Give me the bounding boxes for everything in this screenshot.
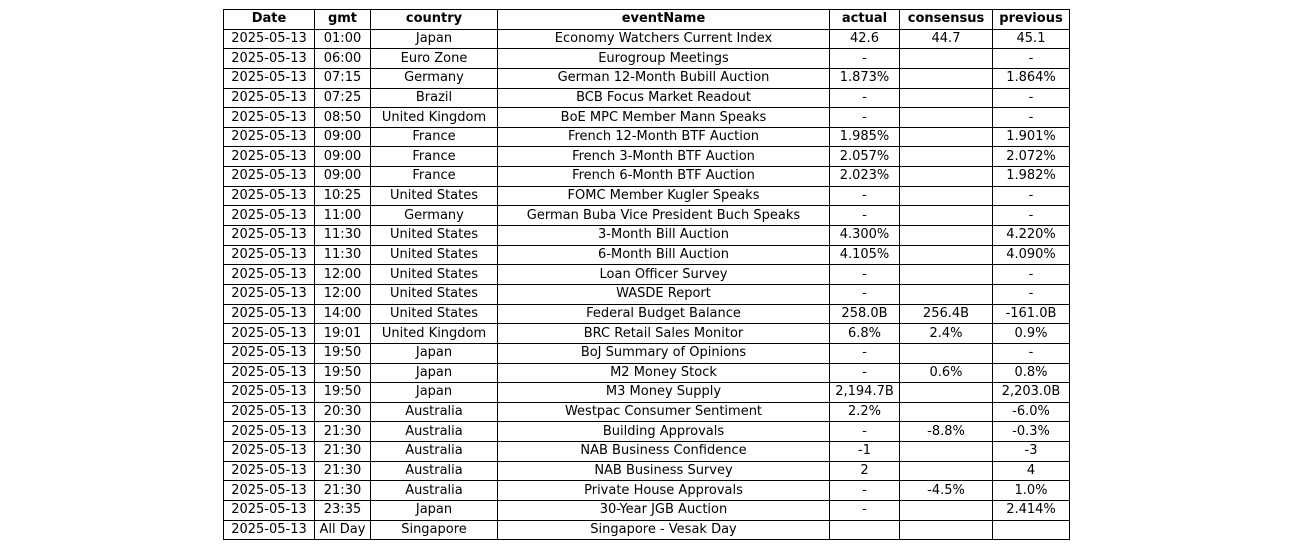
cell-gmt: 07:25 — [315, 88, 371, 108]
cell-previous: 1.0% — [993, 481, 1070, 501]
cell-date: 2025-05-13 — [224, 324, 315, 344]
cell-actual: - — [830, 284, 900, 304]
table-row — [224, 343, 1070, 363]
cell-consensus — [900, 68, 993, 88]
cell-gmt: 23:35 — [315, 501, 371, 521]
cell-previous: 1.864% — [993, 68, 1070, 88]
cell-actual: - — [830, 501, 900, 521]
cell-event-name: French 3-Month BTF Auction — [498, 147, 830, 167]
cell-gmt: 19:50 — [315, 383, 371, 403]
cell-date: 2025-05-13 — [224, 88, 315, 108]
column-header-consensus: consensus — [900, 10, 993, 30]
cell-country: United States — [371, 265, 498, 285]
cell-gmt: 21:30 — [315, 422, 371, 442]
cell-event-name: German 12-Month Bubill Auction — [498, 68, 830, 88]
table-row — [224, 245, 1070, 265]
cell-previous: 4 — [993, 461, 1070, 481]
cell-actual: 1.873% — [830, 68, 900, 88]
cell-consensus — [900, 461, 993, 481]
cell-previous: - — [993, 343, 1070, 363]
column-header-event-name: eventName — [498, 10, 830, 30]
cell-country: Germany — [371, 206, 498, 226]
cell-gmt: 21:30 — [315, 461, 371, 481]
cell-date: 2025-05-13 — [224, 343, 315, 363]
cell-consensus — [900, 147, 993, 167]
cell-event-name: Federal Budget Balance — [498, 304, 830, 324]
cell-event-name: BCB Focus Market Readout — [498, 88, 830, 108]
table-row — [224, 442, 1070, 462]
cell-actual: - — [830, 363, 900, 383]
table-row — [224, 68, 1070, 88]
table-row — [224, 226, 1070, 246]
cell-previous: - — [993, 284, 1070, 304]
cell-previous: 45.1 — [993, 29, 1070, 49]
cell-actual: 6.8% — [830, 324, 900, 344]
cell-previous: - — [993, 206, 1070, 226]
cell-actual: - — [830, 206, 900, 226]
table-row — [224, 49, 1070, 69]
cell-previous: -0.3% — [993, 422, 1070, 442]
cell-date: 2025-05-13 — [224, 461, 315, 481]
cell-gmt: 21:30 — [315, 481, 371, 501]
cell-event-name: Westpac Consumer Sentiment — [498, 402, 830, 422]
column-header-gmt: gmt — [315, 10, 371, 30]
cell-country: Australia — [371, 422, 498, 442]
cell-country: France — [371, 147, 498, 167]
cell-gmt: 09:00 — [315, 127, 371, 147]
cell-country: United States — [371, 284, 498, 304]
column-header-date: Date — [224, 10, 315, 30]
cell-country: United States — [371, 304, 498, 324]
cell-country: Japan — [371, 363, 498, 383]
table-row — [224, 501, 1070, 521]
cell-country: France — [371, 167, 498, 187]
cell-consensus — [900, 226, 993, 246]
cell-country: Japan — [371, 343, 498, 363]
cell-gmt: 11:00 — [315, 206, 371, 226]
cell-date: 2025-05-13 — [224, 108, 315, 128]
cell-date: 2025-05-13 — [224, 226, 315, 246]
cell-gmt: 11:30 — [315, 245, 371, 265]
cell-event-name: 3-Month Bill Auction — [498, 226, 830, 246]
cell-gmt: 09:00 — [315, 167, 371, 187]
cell-event-name: French 6-Month BTF Auction — [498, 167, 830, 187]
cell-consensus: 44.7 — [900, 29, 993, 49]
cell-actual: - — [830, 343, 900, 363]
cell-country: France — [371, 127, 498, 147]
cell-date: 2025-05-13 — [224, 501, 315, 521]
cell-consensus: 2.4% — [900, 324, 993, 344]
column-header-previous: previous — [993, 10, 1070, 30]
cell-consensus — [900, 501, 993, 521]
cell-gmt: All Day — [315, 520, 371, 540]
cell-date: 2025-05-13 — [224, 49, 315, 69]
table-row — [224, 461, 1070, 481]
cell-gmt: 09:00 — [315, 147, 371, 167]
table-row — [224, 481, 1070, 501]
cell-event-name: M2 Money Stock — [498, 363, 830, 383]
cell-event-name: German Buba Vice President Buch Speaks — [498, 206, 830, 226]
table-row — [224, 383, 1070, 403]
cell-previous: - — [993, 88, 1070, 108]
cell-gmt: 12:00 — [315, 265, 371, 285]
cell-previous: 1.901% — [993, 127, 1070, 147]
table-row — [224, 147, 1070, 167]
cell-previous: - — [993, 108, 1070, 128]
cell-country: Singapore — [371, 520, 498, 540]
cell-previous: 0.9% — [993, 324, 1070, 344]
column-header-actual: actual — [830, 10, 900, 30]
cell-country: United Kingdom — [371, 108, 498, 128]
cell-date: 2025-05-13 — [224, 520, 315, 540]
cell-consensus — [900, 520, 993, 540]
cell-previous: -161.0B — [993, 304, 1070, 324]
cell-event-name: M3 Money Supply — [498, 383, 830, 403]
cell-date: 2025-05-13 — [224, 304, 315, 324]
cell-previous: - — [993, 186, 1070, 206]
cell-consensus — [900, 383, 993, 403]
cell-actual: 4.300% — [830, 226, 900, 246]
table-row — [224, 324, 1070, 344]
cell-date: 2025-05-13 — [224, 147, 315, 167]
cell-actual: 2.2% — [830, 402, 900, 422]
cell-previous: 2.072% — [993, 147, 1070, 167]
cell-consensus — [900, 343, 993, 363]
cell-gmt: 21:30 — [315, 442, 371, 462]
cell-gmt: 01:00 — [315, 29, 371, 49]
cell-previous: 1.982% — [993, 167, 1070, 187]
cell-date: 2025-05-13 — [224, 167, 315, 187]
cell-country: United Kingdom — [371, 324, 498, 344]
cell-date: 2025-05-13 — [224, 127, 315, 147]
table-row — [224, 304, 1070, 324]
cell-event-name: 30-Year JGB Auction — [498, 501, 830, 521]
table-row — [224, 29, 1070, 49]
cell-gmt: 20:30 — [315, 402, 371, 422]
table-row — [224, 363, 1070, 383]
cell-previous: -3 — [993, 442, 1070, 462]
cell-previous: 2,203.0B — [993, 383, 1070, 403]
cell-event-name: Singapore - Vesak Day — [498, 520, 830, 540]
cell-date: 2025-05-13 — [224, 186, 315, 206]
cell-country: Japan — [371, 501, 498, 521]
cell-consensus — [900, 402, 993, 422]
table-row — [224, 422, 1070, 442]
cell-country: Brazil — [371, 88, 498, 108]
cell-previous: 0.8% — [993, 363, 1070, 383]
cell-country: Euro Zone — [371, 49, 498, 69]
cell-actual: -1 — [830, 442, 900, 462]
cell-actual: 2,194.7B — [830, 383, 900, 403]
cell-gmt: 06:00 — [315, 49, 371, 69]
cell-event-name: BoE MPC Member Mann Speaks — [498, 108, 830, 128]
cell-actual: - — [830, 186, 900, 206]
cell-date: 2025-05-13 — [224, 206, 315, 226]
cell-gmt: 19:50 — [315, 363, 371, 383]
cell-consensus: 0.6% — [900, 363, 993, 383]
cell-consensus — [900, 265, 993, 285]
cell-previous: 4.220% — [993, 226, 1070, 246]
table-row — [224, 520, 1070, 540]
cell-gmt: 07:15 — [315, 68, 371, 88]
cell-consensus — [900, 206, 993, 226]
cell-actual: - — [830, 422, 900, 442]
cell-event-name: Private House Approvals — [498, 481, 830, 501]
cell-event-name: 6-Month Bill Auction — [498, 245, 830, 265]
cell-previous: - — [993, 265, 1070, 285]
cell-event-name: Eurogroup Meetings — [498, 49, 830, 69]
cell-gmt: 11:30 — [315, 226, 371, 246]
cell-country: Japan — [371, 383, 498, 403]
cell-country: United States — [371, 186, 498, 206]
cell-actual: - — [830, 88, 900, 108]
cell-country: Australia — [371, 481, 498, 501]
cell-previous: 4.090% — [993, 245, 1070, 265]
cell-event-name: Economy Watchers Current Index — [498, 29, 830, 49]
cell-event-name: WASDE Report — [498, 284, 830, 304]
cell-event-name: FOMC Member Kugler Speaks — [498, 186, 830, 206]
cell-consensus — [900, 167, 993, 187]
cell-country: Japan — [371, 29, 498, 49]
cell-previous: 2.414% — [993, 501, 1070, 521]
cell-consensus — [900, 108, 993, 128]
cell-actual: 1.985% — [830, 127, 900, 147]
cell-date: 2025-05-13 — [224, 29, 315, 49]
cell-consensus — [900, 245, 993, 265]
cell-event-name: Building Approvals — [498, 422, 830, 442]
cell-actual: 2.057% — [830, 147, 900, 167]
cell-consensus: -8.8% — [900, 422, 993, 442]
cell-country: Australia — [371, 461, 498, 481]
cell-previous: - — [993, 49, 1070, 69]
cell-previous — [993, 520, 1070, 540]
cell-date: 2025-05-13 — [224, 284, 315, 304]
table-row — [224, 402, 1070, 422]
cell-actual — [830, 520, 900, 540]
cell-date: 2025-05-13 — [224, 68, 315, 88]
cell-actual: - — [830, 265, 900, 285]
cell-consensus — [900, 127, 993, 147]
cell-date: 2025-05-13 — [224, 245, 315, 265]
table-row — [224, 284, 1070, 304]
cell-country: Germany — [371, 68, 498, 88]
table-row — [224, 108, 1070, 128]
cell-actual: 42.6 — [830, 29, 900, 49]
cell-actual: 4.105% — [830, 245, 900, 265]
cell-event-name: NAB Business Confidence — [498, 442, 830, 462]
cell-country: United States — [371, 245, 498, 265]
cell-gmt: 08:50 — [315, 108, 371, 128]
cell-actual: 2.023% — [830, 167, 900, 187]
cell-date: 2025-05-13 — [224, 363, 315, 383]
table-row — [224, 265, 1070, 285]
table-row — [224, 206, 1070, 226]
column-header-country: country — [371, 10, 498, 30]
table-body — [224, 29, 1070, 540]
cell-consensus — [900, 442, 993, 462]
cell-event-name: BRC Retail Sales Monitor — [498, 324, 830, 344]
table-row — [224, 167, 1070, 187]
cell-country: Australia — [371, 402, 498, 422]
cell-event-name: French 12-Month BTF Auction — [498, 127, 830, 147]
cell-country: Australia — [371, 442, 498, 462]
table-row — [224, 127, 1070, 147]
cell-date: 2025-05-13 — [224, 422, 315, 442]
cell-event-name: Loan Officer Survey — [498, 265, 830, 285]
cell-actual: - — [830, 108, 900, 128]
cell-event-name: NAB Business Survey — [498, 461, 830, 481]
cell-consensus: 256.4B — [900, 304, 993, 324]
economic-calendar-table — [223, 9, 1070, 540]
table-row — [224, 88, 1070, 108]
cell-date: 2025-05-13 — [224, 265, 315, 285]
cell-previous: -6.0% — [993, 402, 1070, 422]
cell-actual: - — [830, 49, 900, 69]
cell-gmt: 19:50 — [315, 343, 371, 363]
cell-actual: 2 — [830, 461, 900, 481]
cell-actual: 258.0B — [830, 304, 900, 324]
cell-gmt: 10:25 — [315, 186, 371, 206]
cell-date: 2025-05-13 — [224, 481, 315, 501]
cell-country: United States — [371, 226, 498, 246]
cell-consensus — [900, 284, 993, 304]
cell-gmt: 14:00 — [315, 304, 371, 324]
cell-gmt: 19:01 — [315, 324, 371, 344]
cell-date: 2025-05-13 — [224, 402, 315, 422]
cell-gmt: 12:00 — [315, 284, 371, 304]
table-header-row — [224, 10, 1070, 30]
cell-consensus — [900, 186, 993, 206]
cell-event-name: BoJ Summary of Opinions — [498, 343, 830, 363]
cell-consensus — [900, 49, 993, 69]
table-row — [224, 186, 1070, 206]
cell-date: 2025-05-13 — [224, 383, 315, 403]
cell-actual: - — [830, 481, 900, 501]
cell-date: 2025-05-13 — [224, 442, 315, 462]
cell-consensus: -4.5% — [900, 481, 993, 501]
cell-consensus — [900, 88, 993, 108]
